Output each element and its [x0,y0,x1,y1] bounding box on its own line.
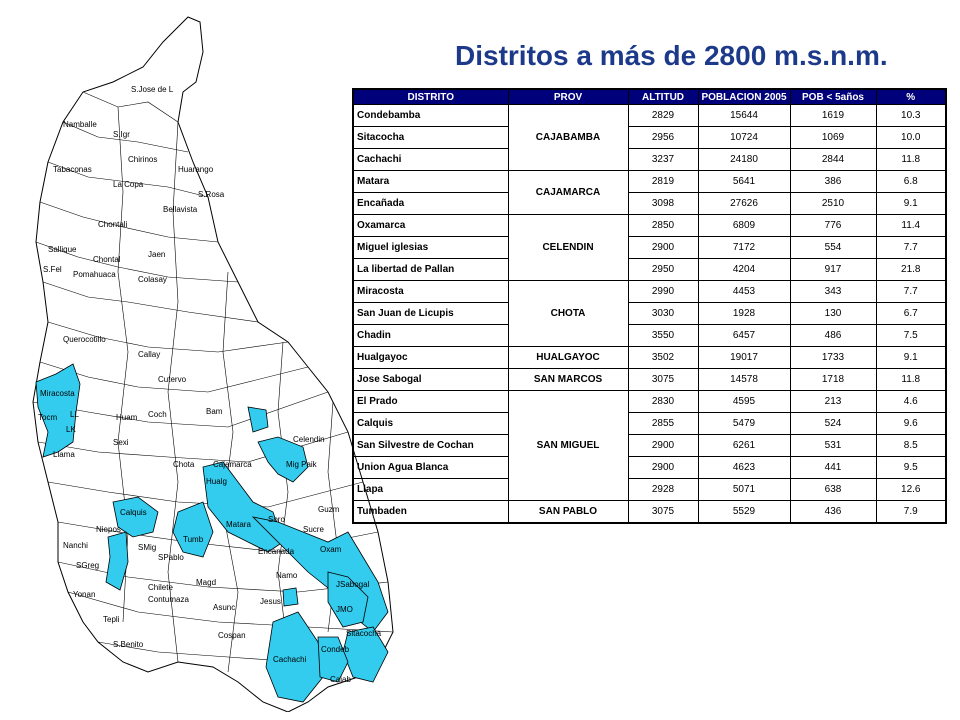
table-header-row [353,89,946,105]
map-label: Jaen [148,250,166,259]
map-label: S.Benito [113,640,144,649]
cell-altitud: 3030 [628,303,698,325]
cell-poblacion: 4623 [698,457,790,479]
cell-poblacion: 6261 [698,435,790,457]
cell-distrito: Jose Sabogal [353,369,508,391]
cell-poblacion: 14578 [698,369,790,391]
map-label: Jesus [260,597,281,606]
map-label: Oxam [320,545,342,554]
cell-pct: 10.3 [876,105,946,127]
map-label: Callay [138,350,161,359]
cell-poblacion: 5529 [698,501,790,524]
map-label: Guzm [318,505,340,514]
map-label: JSabogal [336,580,370,589]
cell-altitud: 3550 [628,325,698,347]
map-label: Tumb [183,535,204,544]
cell-pct: 12.6 [876,479,946,501]
cell-altitud: 2900 [628,237,698,259]
map-label: Sexi [113,438,129,447]
header-distrito: DISTRITO [353,89,508,105]
map-label: Huam [116,413,138,422]
map-label: Condeb [321,645,350,654]
map-label: Coch [148,410,167,419]
table-row [353,193,946,215]
cell-distrito: Miracosta [353,281,508,303]
cell-distrito: El Prado [353,391,508,413]
map-label: Cutervo [158,375,187,384]
map-label: Chontali [98,220,128,229]
map-label: SGreg [76,561,100,570]
map-label: S.Fel [43,265,62,274]
cell-pob5: 436 [790,501,876,524]
header-pob5: POB < 5años [790,89,876,105]
cell-poblacion: 10724 [698,127,790,149]
table-row [353,237,946,259]
map-label: Sucre [303,525,324,534]
table-row [353,501,946,524]
table-row [353,215,946,237]
district-table-wrapper [352,88,945,522]
cell-prov: CAJAMARCA [508,171,628,215]
cell-altitud: 3075 [628,369,698,391]
header-prov: PROV [508,89,628,105]
cell-pct: 9.6 [876,413,946,435]
cell-poblacion: 5641 [698,171,790,193]
table-body [353,105,946,524]
map-label: Miracosta [40,389,75,398]
map-label: Tocm [38,413,58,422]
cell-distrito: Calquis [353,413,508,435]
cell-pct: 6.8 [876,171,946,193]
cell-pob5: 486 [790,325,876,347]
cell-pob5: 524 [790,413,876,435]
cell-distrito: San Juan de Licupis [353,303,508,325]
cell-pct: 11.8 [876,149,946,171]
cell-poblacion: 5479 [698,413,790,435]
map-label: Cajamarca [213,460,252,469]
cell-altitud: 3075 [628,501,698,524]
cell-altitud: 3502 [628,347,698,369]
cell-poblacion: 6809 [698,215,790,237]
table-row [353,347,946,369]
header-altitud: ALTITUD [628,89,698,105]
cell-pct: 11.8 [876,369,946,391]
page-title: Distritos a más de 2800 m.s.n.m. [455,40,888,71]
map-label: Cospan [218,631,246,640]
cell-pct: 7.7 [876,281,946,303]
map-label: SMig [138,543,157,552]
map-label: Querocotillo [63,335,106,344]
map-label: Pomahuaca [73,270,116,279]
cell-altitud: 2928 [628,479,698,501]
table-row [353,369,946,391]
map-label: Huarango [178,165,214,174]
map-label: Hualg [206,477,227,486]
district-map [28,12,408,712]
map-label: Yonan [73,590,96,599]
map-label: SPablo [158,553,184,562]
table-row [353,457,946,479]
cell-pct: 7.5 [876,325,946,347]
map-label: Sallique [48,245,77,254]
map-label: Llama [53,450,75,459]
cell-pob5: 1718 [790,369,876,391]
map-label: Cajab [330,675,351,684]
cell-pob5: 917 [790,259,876,281]
cell-pct: 11.4 [876,215,946,237]
map-label: Colasay [138,275,167,284]
map-label: Chilete [148,583,173,592]
map-label: S.Igr [113,130,130,139]
map-label: Mig Paik [286,460,317,469]
map-label: LK [66,425,76,434]
cell-poblacion: 4204 [698,259,790,281]
cell-poblacion: 6457 [698,325,790,347]
cell-altitud: 3098 [628,193,698,215]
cell-altitud: 2990 [628,281,698,303]
map-label: Soro [268,515,285,524]
cell-prov: SAN MARCOS [508,369,628,391]
map-label: Sitacocha [346,629,382,638]
cell-pob5: 554 [790,237,876,259]
cell-pob5: 1619 [790,105,876,127]
cell-poblacion: 4595 [698,391,790,413]
table-row [353,303,946,325]
cell-prov: SAN MIGUEL [508,391,628,501]
cell-altitud: 2855 [628,413,698,435]
cell-distrito: Tumbaden [353,501,508,524]
map-label: LL [70,410,79,419]
cell-distrito: Condebamba [353,105,508,127]
cell-poblacion: 7172 [698,237,790,259]
cell-altitud: 2829 [628,105,698,127]
cell-distrito: Chadin [353,325,508,347]
cell-pct: 6.7 [876,303,946,325]
map-label: S.Jose de L [131,85,174,94]
cell-pct: 9.1 [876,193,946,215]
table-row [353,281,946,303]
cell-pob5: 1733 [790,347,876,369]
cell-pob5: 2844 [790,149,876,171]
cell-distrito: Encañada [353,193,508,215]
cell-pct: 4.6 [876,391,946,413]
cell-pob5: 441 [790,457,876,479]
map-label: Namballe [63,120,97,129]
cell-pct: 10.0 [876,127,946,149]
header-pct: % [876,89,946,105]
cell-altitud: 3237 [628,149,698,171]
table-row [353,127,946,149]
cell-altitud: 2956 [628,127,698,149]
map-label: Namo [276,571,298,580]
map-label: Asunc [213,603,236,612]
cell-pct: 8.5 [876,435,946,457]
cell-distrito: Cachachi [353,149,508,171]
cell-pob5: 130 [790,303,876,325]
cell-poblacion: 19017 [698,347,790,369]
cell-prov: CHOTA [508,281,628,347]
cell-pct: 9.5 [876,457,946,479]
map-label: Bellavista [163,205,198,214]
map-label: Niepos [96,525,121,534]
cell-altitud: 2950 [628,259,698,281]
table-row [353,171,946,193]
cell-prov: CAJABAMBA [508,105,628,171]
map-label: JMO [336,605,353,614]
map-label: Bam [206,407,223,416]
cell-poblacion: 4453 [698,281,790,303]
table-row [353,149,946,171]
cell-poblacion: 27626 [698,193,790,215]
cell-pct: 21.8 [876,259,946,281]
table-row [353,479,946,501]
cell-distrito: Llapa [353,479,508,501]
map-label: Nanchi [63,541,88,550]
table-row [353,391,946,413]
cell-poblacion: 1928 [698,303,790,325]
cell-pob5: 638 [790,479,876,501]
cell-pob5: 213 [790,391,876,413]
map-label: Magd [196,578,217,587]
cell-distrito: Hualgayoc [353,347,508,369]
cell-pob5: 386 [790,171,876,193]
cell-distrito: Matara [353,171,508,193]
cell-pob5: 776 [790,215,876,237]
cell-pob5: 2510 [790,193,876,215]
cell-pct: 7.7 [876,237,946,259]
cell-distrito: La libertad de Pallan [353,259,508,281]
cell-poblacion: 5071 [698,479,790,501]
map-label: Tepli [103,615,120,624]
map-label: Celendin [293,435,325,444]
cell-poblacion: 24180 [698,149,790,171]
map-label: Matara [226,520,251,529]
table-row [353,435,946,457]
map-label: Chirinos [128,155,158,164]
table-row [353,259,946,281]
map-label: Calquis [120,508,147,517]
map-label: Cachachi [273,655,307,664]
cell-distrito: Oxamarca [353,215,508,237]
table-row [353,325,946,347]
cell-altitud: 2819 [628,171,698,193]
cell-distrito: Union Agua Blanca [353,457,508,479]
cell-altitud: 2850 [628,215,698,237]
table-row [353,105,946,127]
cell-poblacion: 15644 [698,105,790,127]
table-row [353,413,946,435]
cell-altitud: 2900 [628,435,698,457]
cell-pct: 7.9 [876,501,946,524]
cell-altitud: 2830 [628,391,698,413]
map-label: Tabaconas [53,165,92,174]
map-label: Encanada [258,547,295,556]
map-label: Chota [173,460,195,469]
map-label: Contumaza [148,595,189,604]
map-label: Chontal [93,255,121,264]
cell-distrito: Sitacocha [353,127,508,149]
cell-pob5: 1069 [790,127,876,149]
header-poblacion: POBLACION 2005 [698,89,790,105]
map-label: S.Rosa [198,190,225,199]
cell-prov: HUALGAYOC [508,347,628,369]
cell-pob5: 343 [790,281,876,303]
cell-pob5: 531 [790,435,876,457]
cell-distrito: Miguel iglesias [353,237,508,259]
district-table [352,88,947,524]
cell-distrito: San Silvestre de Cochan [353,435,508,457]
cell-pct: 9.1 [876,347,946,369]
cell-prov: SAN PABLO [508,501,628,524]
cell-altitud: 2900 [628,457,698,479]
cell-prov: CELENDIN [508,215,628,281]
map-label: La Copa [113,180,144,189]
